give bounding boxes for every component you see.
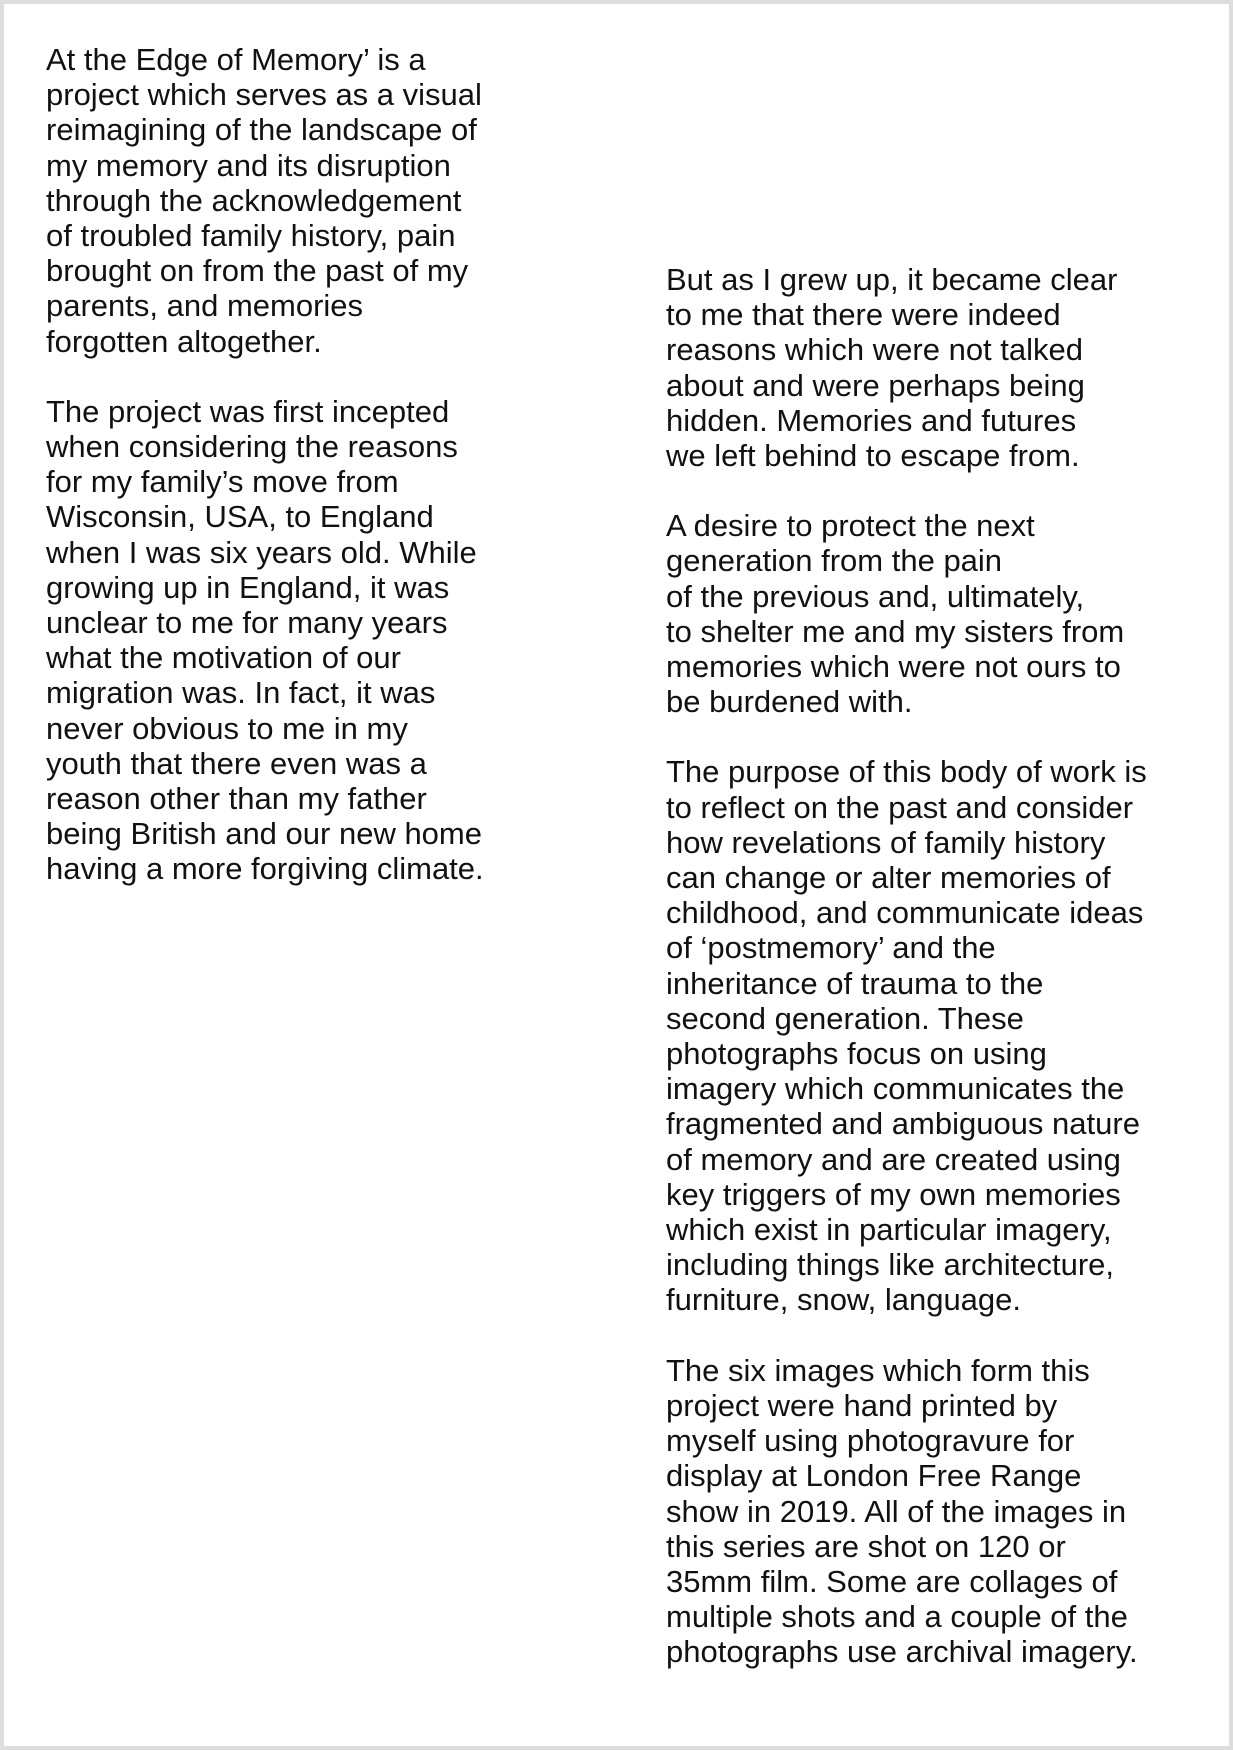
protection-desire-paragraph: A desire to protect the next generation from the pain of the previous and, ultimately, to shelter me and my sisters from memories which were not ours to be burdened with. bbox=[666, 508, 1125, 720]
hidden-reasons-paragraph: But as I grew up, it became clear to me that there were indeed reasons which were not talked about and were perhaps being hidden. Memories and futures we left behind to escape from. bbox=[666, 262, 1118, 474]
left-text-column bbox=[46, 42, 586, 922]
intro-paragraph: At the Edge of Memory’ is a project which serves as a visual reimagining of the landscape of my memory and its disruption through the acknowledgement of troubled family history, pain brought on from the past of my parents, and memories forgotten altogether. bbox=[46, 42, 482, 359]
process-paragraph: The six images which form this project were hand printed by myself using photogravure for display at London Free Range show in 2019. All of the images in this series are shot on 120 or 35mm film. Some are collages of multiple shots and a couple of the photographs use archival imagery. bbox=[666, 1352, 1138, 1670]
right-text-column bbox=[666, 262, 1206, 1705]
purpose-paragraph: The purpose of this body of work is to reflect on the past and consider how revelations of family history can change or alter memories of childhood, and communicate ideas of ‘postmemory’ and the inheritance of trauma to the second generation. These photographs focus on using imagery which communicates the fragmented and ambiguous nature of memory and are created using key triggers of my own memories which exist in particular imagery, including things like architecture, furniture, snow, language. bbox=[666, 754, 1147, 1318]
project-inception-paragraph: The project was first incepted when considering the reasons for my family’s move from Wisconsin, USA, to England when I was six years old. While growing up in England, it was unclear to me for many years what the motivation of our migration was. In fact, it was never obvious to me in my youth that there even was a reason other than my father being British and our new home having a more forgiving climate. bbox=[46, 393, 484, 887]
